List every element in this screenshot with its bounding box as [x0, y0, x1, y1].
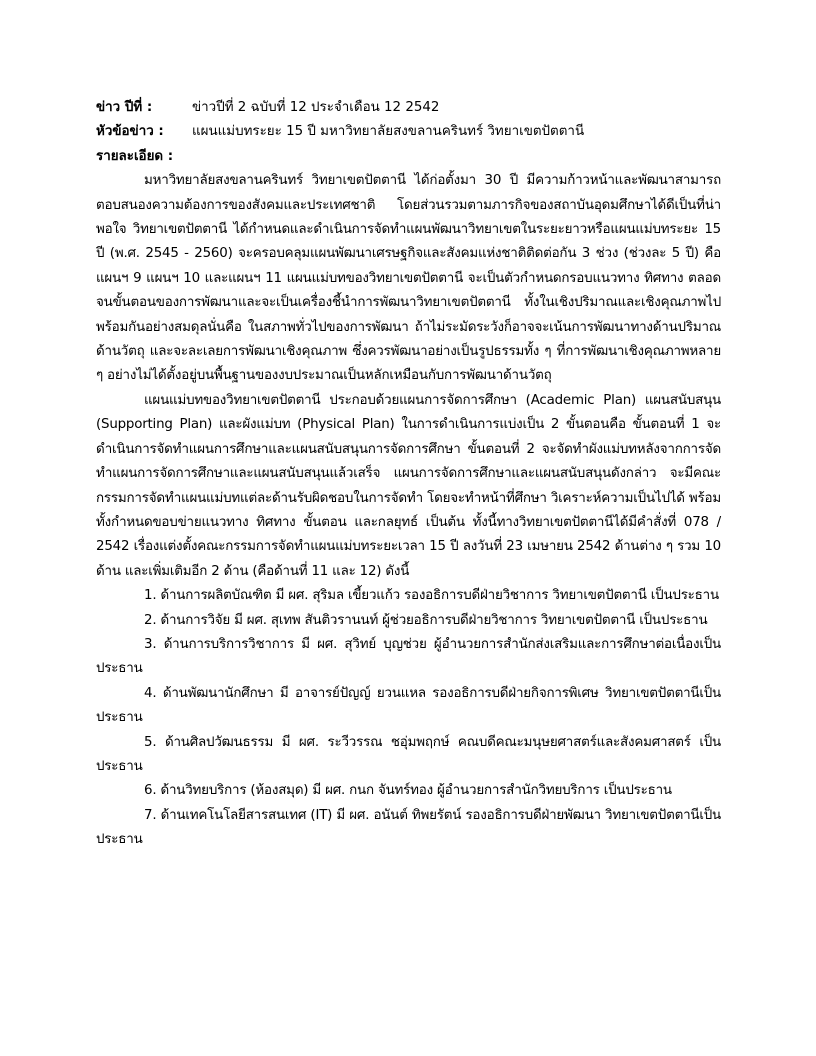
details-label: รายละเอียด : [96, 148, 174, 164]
topic-value: แผนแม่บทระยะ 15 ปี มหาวิทยาลัยสงขลานครินทร์ วิทยาเขตปัตตานี [192, 124, 585, 140]
item-number: 2. [144, 612, 157, 628]
committee-list-item [96, 682, 721, 731]
item-number: 6. [144, 783, 157, 799]
item-text: ด้านการบริการวิชาการ มี ผศ. สุวิทย์ บุญช่วย ผู้อำนวยการสำนักส่งเสริมและการศึกษาต่อเนื่องเป็นประธาน [96, 636, 721, 677]
committee-list-item [96, 731, 721, 780]
item-number: 1. [144, 588, 157, 604]
document-page [96, 96, 721, 853]
committee-list-item [96, 609, 721, 633]
item-text: ด้านเทคโนโลยีสารสนเทศ (IT) มี ผศ. อนันต์ ทิพยรัตน์ รองอธิการบดีฝ่ายพัฒนา วิทยาเขตปัตตานีเป็นประธาน [96, 807, 721, 848]
committee-list-item [96, 633, 721, 682]
item-text: ด้านวิทยบริการ (ห้องสมุด) มี ผศ. กนก จันทร์ทอง ผู้อำนวยการสำนักวิทยบริการ เป็นประธาน [160, 783, 672, 799]
committee-list-item [96, 779, 721, 803]
news-year-row [96, 96, 721, 120]
item-number: 4. [144, 685, 157, 701]
item-number: 3. [144, 636, 157, 652]
item-text: ด้านพัฒนานักศึกษา มี อาจารย์ปัญญ์ ยวนแหล รองอธิการบดีฝ่ายกิจการพิเศษ วิทยาเขตปัตตานีเป็นประธาน [96, 685, 721, 726]
committee-list-item [96, 584, 721, 608]
news-year-label: ข่าว ปีที่ : [96, 100, 153, 115]
item-number: 5. [144, 734, 157, 750]
item-text: ด้านศิลปวัฒนธรรม มี ผศ. ระวีวรรณ ชอุ่มพฤกษ์ คณบดีคณะมนุษยศาสตร์และสังคมศาสตร์ เป็นประธาน [96, 734, 722, 774]
body-paragraph: แผนแม่บทของวิทยาเขตปัตตานี ประกอบด้วยแผนการจัดการศึกษา (Academic Plan) แผนสนับสนุน (Supporting Plan) และผังแม่บท (Physical Plan) ในการดำเนินการแบ่งเป็น 2 ขั้นตอนคือ ขั้นตอนที่ 1 จะดำเนินการจัดทำแผนการศึกษาและแผนสนับสนุนการจัดการศึกษา ขั้นตอนที่ 2 จะจัดทำผังแม่บทหลังจากการจัดทำแผนการจัดการศึกษาและแผนสนับสนุนแล้วเสร็จ แผนการจัดการศึกษาและแผนสนับสนุนดังกล่าว จะมีคณะกรรมการจัดทำแผนแม่บทแต่ละด้านรับผิดชอบในการจัดทำ โดยจะทำหน้าที่ศึกษา วิเคราะห์ความเป็นไปได้ พร้อมทั้งกำหนดขอบข่ายแนวทาง ทิศทาง ขั้นตอน และกลยุทธ์ เป็นต้น ทั้งนี้ทางวิทยาเขตปัตตานีได้มีคำสั่งที่ 078 / 2542 เรื่องแต่งตั้งคณะกรรมการจัดทำแผนแม่บทระยะเวลา 15 ปี ลงวันที่ 23 เมษายน 2542 ด้านต่าง ๆ รวม 10 ด้าน และเพิ่มเติมอีก 2 ด้าน (คือด้านที่ 11 และ 12) ดังนี้ [96, 392, 721, 579]
body-paragraph: มหาวิทยาลัยสงขลานครินทร์ วิทยาเขตปัตตานี ได้ก่อตั้งมา 30 ปี มีความก้าวหน้าและพัฒนาสามารถตอบสนองความต้องการของสังคมและประเทศชาติ โดยส่วนรวมตามภารกิจของสถาบันอุดมศึกษาได้ดีเป็นที่น่าพอใจ วิทยาเขตปัตตานี ได้กำหนดและดำเนินการจัดทำแผนพัฒนาวิทยาเขตในระยะยาวหรือแผนแม่บทระยะ 15 ปี (พ.ศ. 2545 - 2560) จะครอบคลุมแผนพัฒนาเศรษฐกิจและสังคมแห่งชาติติดต่อกัน 3 ช่วง (ช่วงละ 5 ปี) คือแผนฯ 9 แผนฯ 10 และแผนฯ 11 แผนแม่บทของวิทยาเขตปัตตานี จะเป็นตัวกำหนดกรอบแนวทาง ทิศทาง ตลอดจนขั้นตอนของการพัฒนาและจะเป็นเครื่องชี้นำการพัฒนาวิทยาเขตปัตตานี ทั้งในเชิงปริมาณและเชิงคุณภาพไปพร้อมกันอย่างสมดุลนั่นคือ ในสภาพทั่วไปของการพัฒนา ถ้าไม่ระมัดระวังก็อาจจะเน้นการพัฒนาทางด้านปริมาณ ด้านวัตถุ และจะละเลยการพัฒนาเชิงคุณภาพ ซึ่งควรพัฒนาอย่างเป็นรูปธรรมทั้ง ๆ ที่การพัฒนาเชิงคุณภาพหลาย ๆ อย่างไม่ได้ตั้งอยู่บนพื้นฐานของงบประมาณเป็นหลักเหมือนกับการพัฒนาด้านวัตถุ [96, 173, 721, 384]
topic-row [96, 120, 721, 144]
item-text: ด้านการผลิตบัณฑิต มี ผศ. สุริมล เขี้ยวแก้ว รองอธิการบดีฝ่ายวิชาการ วิทยาเขตปัตตานี เป็นประธาน [160, 588, 719, 604]
committee-list-item [96, 804, 721, 853]
item-number: 7. [144, 807, 157, 823]
news-year-value: ข่าวปีที่ 2 ฉบับที่ 12 ประจำเดือน 12 2542 [192, 100, 440, 115]
topic-label: หัวข้อข่าว : [96, 124, 164, 140]
item-text: ด้านการวิจัย มี ผศ. สุเทพ สันติวรานนท์ ผู้ช่วยอธิการบดีฝ่ายวิชาการ วิทยาเขตปัตตานี เป็นประธาน [160, 612, 708, 628]
